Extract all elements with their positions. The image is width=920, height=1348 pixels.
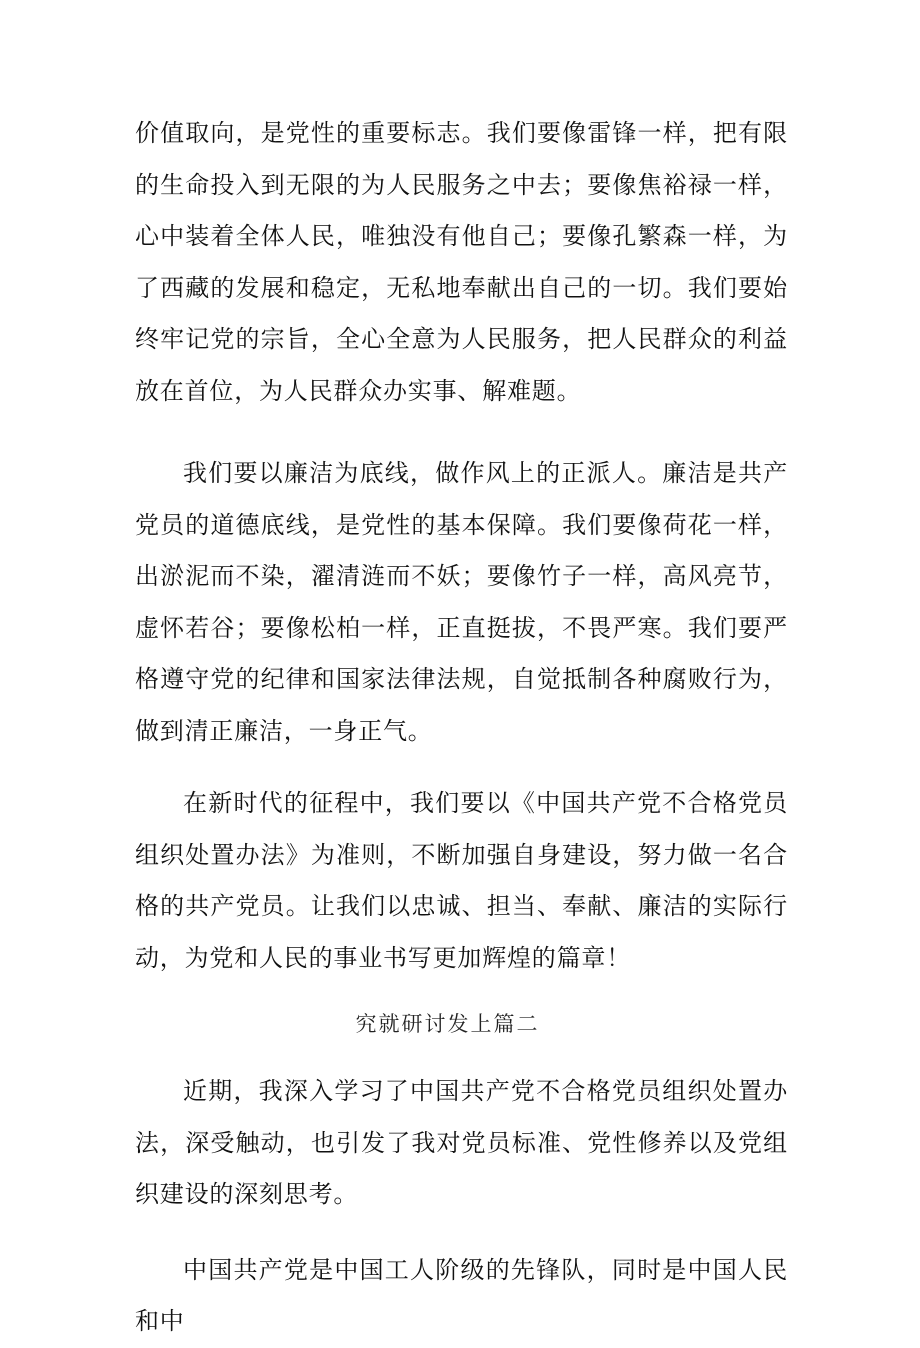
section-heading: 究就研讨发上篇二 — [355, 1012, 540, 1036]
paragraph-recent-study: 近期，我深入学习了中国共产党不合格党员组织处置办法，深受触动，也引发了我对党员标准、党性修养以及党组织建设的深刻思考。 — [135, 1077, 788, 1208]
document-body — [135, 108, 788, 1348]
paragraph-party-vanguard: 中国共产党是中国工人阶级的先锋队，同时是中国人民和中 — [135, 1255, 788, 1335]
paragraph-value-orientation: 价值取向，是党性的重要标志。我们要像雷锋一样，把有限的生命投入到无限的为人民服务之中去；要像焦裕禄一样，心中装着全体人民，唯独没有他自己；要像孔繁森一样，为了西藏的发展和稳定，无私地奉献出自己的一切。我们要始终牢记党的宗旨，全心全意为人民服务，把人民群众的利益放在首位，为人民群众办实事、解难题。 — [135, 119, 788, 405]
paragraph-new-era: 在新时代的征程中，我们要以《中国共产党不合格党员组织处置办法》为准则，不断加强自身建设，努力做一名合格的共产党员。让我们以忠诚、担当、奉献、廉洁的实际行动，为党和人民的事业书写更加辉煌的篇章！ — [135, 789, 788, 972]
paragraph-integrity: 我们要以廉洁为底线，做作风上的正派人。廉洁是共产党员的道德底线，是党性的基本保障。我们要像荷花一样，出淤泥而不染，濯清涟而不妖；要像竹子一样，高风亮节，虚怀若谷；要像松柏一样，正直挺拔，不畏严寒。我们要严格遵守党的纪律和国家法律法规，自觉抵制各种腐败行为，做到清正廉洁，一身正气。 — [135, 459, 788, 745]
